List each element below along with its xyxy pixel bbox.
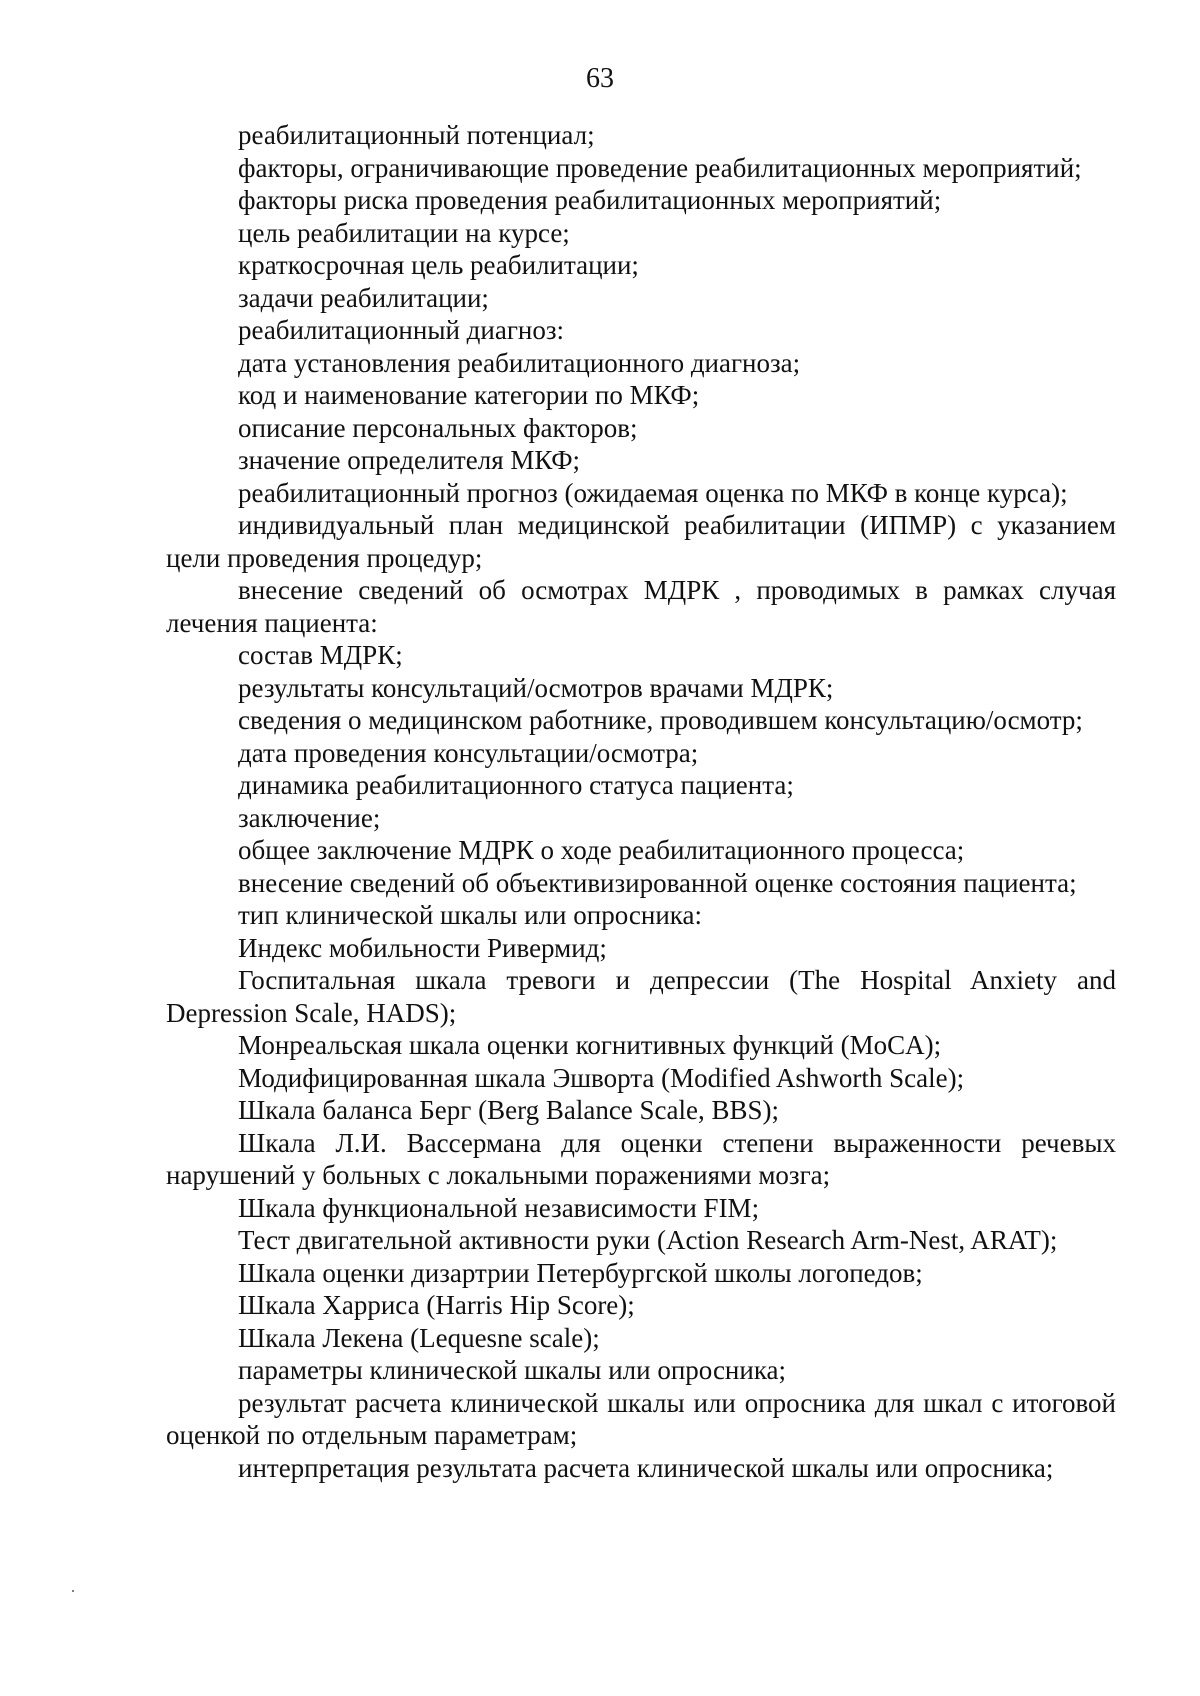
list-item: реабилитационный диагноз: — [238, 315, 565, 345]
list-item: краткосрочная цель реабилитации; — [238, 250, 639, 280]
list-item: Шкала функциональной независимости FIM; — [238, 1192, 760, 1223]
list-item: Модифицированная шкала Эшворта (Modified Ashworth Scale); — [238, 1062, 965, 1093]
list-item: реабилитационный прогноз (ожидаемая оценка по МКФ в конце курса); — [238, 477, 1068, 508]
list-item: динамика реабилитационного статуса пациента; — [238, 770, 794, 800]
list-item: результат расчета клинической шкалы или опросника для шкал с итоговой оценкой по отдельным параметрам; — [166, 1387, 1116, 1450]
list-item: Шкала Лекена (Lequesne scale); — [238, 1322, 600, 1353]
list-item: Шкала Харриса (Harris Hip Score); — [238, 1290, 635, 1320]
list-item: Тест двигательной активности руки (Action Research Arm-Nest, ARAT); — [238, 1225, 1058, 1255]
list-item: Монреальская шкала оценки когнитивных функций (MoCA); — [238, 1030, 942, 1060]
list-item: внесение сведений об осмотрах МДРК , проводимых в рамках случая лечения пациента: — [166, 575, 1116, 638]
list-item: интерпретация результата расчета клинической шкалы или опросника; — [238, 1452, 1054, 1483]
list-item: значение определителя МКФ; — [238, 445, 581, 475]
list-item: код и наименование категории по МКФ; — [238, 380, 700, 410]
list-item: Шкала баланса Берг (Berg Balance Scale, BBS); — [238, 1095, 780, 1125]
list-item: Индекс мобильности Ривермид; — [238, 932, 607, 963]
list-item: описание персональных факторов; — [238, 412, 638, 443]
list-item: сведения о медицинском работнике, проводившем консультацию/осмотр; — [238, 705, 1083, 735]
list-item: тип клинической шкалы или опросника: — [238, 900, 702, 930]
list-item: состав МДРК; — [238, 640, 403, 670]
list-item: факторы, ограничивающие проведение реабилитационных мероприятий; — [238, 152, 1082, 183]
list-item: дата установления реабилитационного диагноза; — [238, 347, 801, 378]
list-item: цель реабилитации на курсе; — [238, 217, 570, 248]
list-item: заключение; — [238, 802, 381, 833]
list-item: параметры клинической шкалы или опросника; — [238, 1355, 787, 1385]
list-item: общее заключение МДРК о ходе реабилитационного процесса; — [238, 835, 965, 865]
list-item: реабилитационный потенциал; — [238, 120, 595, 150]
scan-speck — [72, 1590, 74, 1592]
page-number: 63 — [586, 63, 614, 94]
list-item: внесение сведений об объективизированной оценке состояния пациента; — [238, 867, 1077, 898]
list-item: дата проведения консультации/осмотра; — [238, 737, 699, 768]
list-item: Шкала оценки дизартрии Петербургской школы логопедов; — [238, 1257, 923, 1288]
list-item: Шкала Л.И. Вассермана для оценки степени выраженности речевых нарушений у больных с локальными поражениями мозга; — [166, 1127, 1116, 1190]
document-body — [166, 119, 1116, 1484]
list-item: индивидуальный план медицинской реабилитации (ИПМР) с указанием цели проведения процедур; — [166, 510, 1116, 573]
list-item: факторы риска проведения реабилитационных мероприятий; — [238, 185, 942, 215]
list-item: результаты консультаций/осмотров врачами МДРК; — [238, 672, 834, 703]
list-item: Госпитальная шкала тревоги и депрессии (The Hospital Anxiety and Depression Scale, HADS); — [166, 965, 1116, 1028]
list-item: задачи реабилитации; — [238, 282, 489, 313]
